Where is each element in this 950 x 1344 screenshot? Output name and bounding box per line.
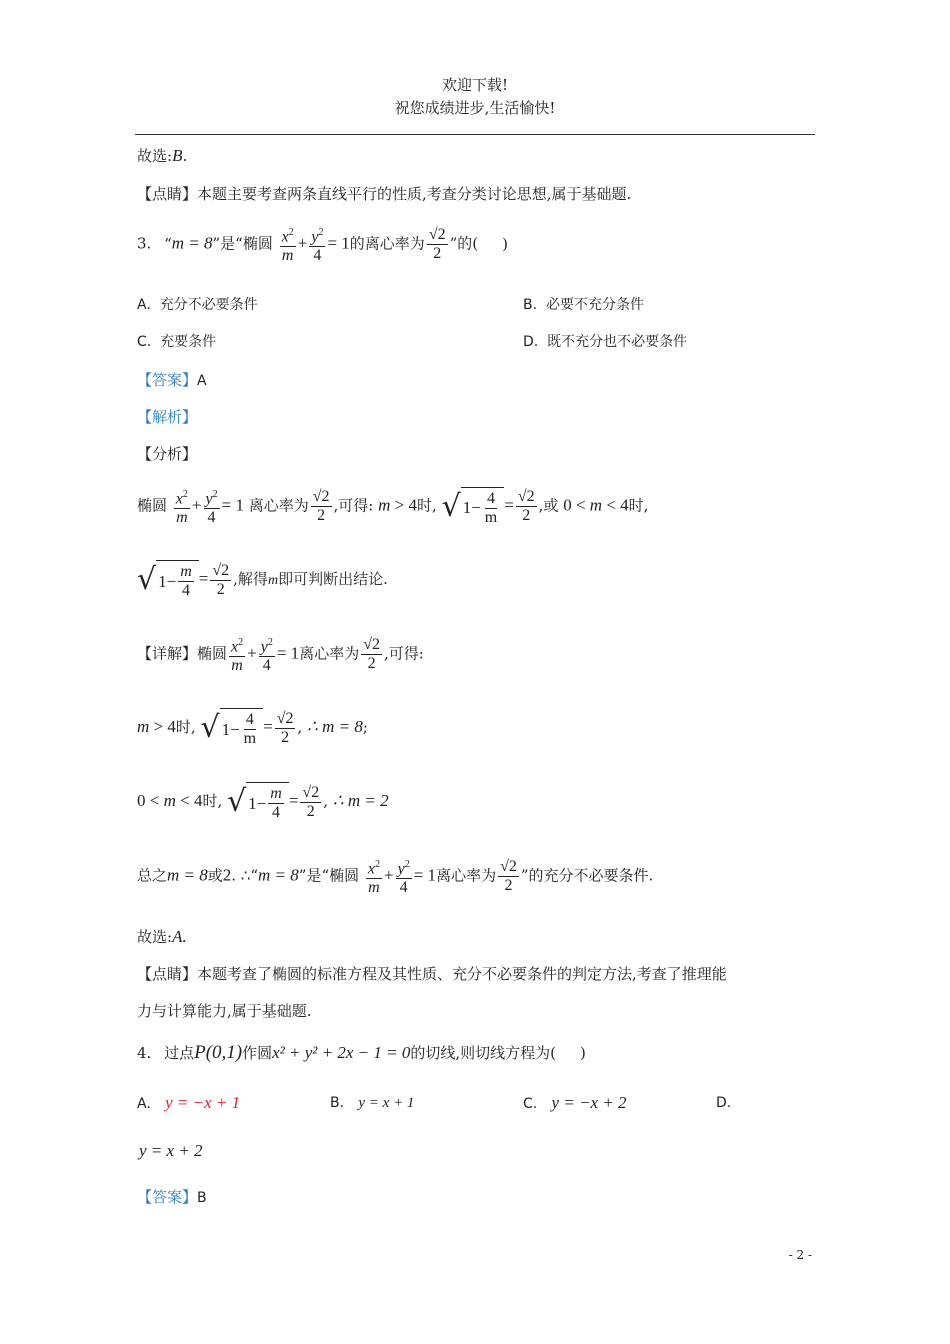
q4-option-d-letter[interactable]: D.: [716, 1095, 732, 1111]
q3-option-b[interactable]: B. 必要不充分条件: [523, 297, 644, 313]
answer-tag: 【答案】: [137, 1188, 198, 1206]
q4-option-d-text[interactable]: y = x + 2: [139, 1141, 203, 1160]
q3-point-line-1: 【点睛】本题考查了椭圆的标准方程及其性质、充分不必要条件的判定方法,考查了推理能: [137, 965, 727, 983]
prev-answer-select: 故选:B.: [137, 146, 188, 165]
q3-fenxi-tag: 【分析】: [137, 445, 198, 463]
detail-tag: 【详解】: [137, 644, 198, 663]
q3-summary: 总之m = 8或2. ∴“m = 8”是“椭圆 $\frac{x^2}{m}$ + $\frac{y^2}{4}$ = 1离心率为 $\frac{√2}{2}$ ”的充分不必要条件.: [137, 856, 653, 897]
q3-answer: 【答案】A: [137, 371, 207, 389]
q3-option-a[interactable]: A. 充分不必要条件: [137, 297, 258, 313]
q3-case-2: 0 < m < 4时, √ 1− $\frac{m}{4}$ = $\frac{√2}{2}$ , ∴ m = 2: [137, 783, 389, 821]
question-3-stem: 3. “m = 8”是“椭圆 $\frac{x^2}{m}$ + $\frac{y^2}{4}$ = 1的离心率为 $\frac{√2}{2}$ ”的( ): [137, 224, 508, 265]
header-divider: [135, 134, 815, 135]
q4-answer: 【答案】B: [137, 1188, 207, 1206]
q3-fenxi-line-2: √ 1− $\frac{m}{4}$ = $\frac{√2}{2}$ ,解得m即可判断出结论.: [137, 561, 388, 599]
q4-option-a[interactable]: A. y = −x + 1: [137, 1093, 241, 1112]
q3-option-d[interactable]: D. 既不充分也不必要条件: [523, 334, 688, 350]
q3-select: 故选:A.: [137, 927, 187, 946]
q3-detail-line: 【详解】椭圆 $\frac{x^2}{m}$ + $\frac{y^2}{4}$ = 1离心率为 $\frac{√2}{2}$ ,可得:: [137, 634, 424, 675]
q3-option-c[interactable]: C. 充要条件: [137, 334, 217, 350]
question-4-stem: 4. 过点P(0,1)作圆x² + y² + 2x − 1 = 0的切线,则切线方程为( ): [137, 1042, 586, 1063]
q3-analysis-tag: 【解析】: [137, 408, 198, 426]
page-number: - 2 -: [788, 1248, 812, 1262]
fraction-sqrt2-2: $\frac{√2}{2}$: [428, 226, 446, 263]
point-tag: 【点睛】: [137, 185, 198, 203]
answer-tag: 【答案】: [137, 371, 198, 389]
header-line-1: 欢迎下载!: [441, 76, 509, 94]
q4-option-c[interactable]: C. y = −x + 2: [523, 1093, 627, 1112]
header-line-2: 祝您成绩进步,生活愉快!: [394, 99, 556, 117]
q3-point-line-2: 力与计算能力,属于基础题.: [137, 1002, 312, 1020]
fraction-y2-4: $\frac{y^2}{4}$: [309, 224, 325, 265]
q4-option-b[interactable]: B. y = x + 1: [330, 1095, 415, 1111]
point-tag: 【点睛】: [137, 965, 198, 983]
prev-point-paragraph: 【点睛】本题主要考查两条直线平行的性质,考查分类讨论思想,属于基础题.: [137, 185, 632, 203]
fraction-x2-m: $\frac{x^2}{m}$: [280, 224, 296, 265]
q3-case-1: m > 4时, √ 1− $\frac{4}{m}$ = $\frac{√2}{2}$ , ∴ m = 8;: [137, 709, 368, 747]
q3-fenxi-line-1: 椭圆 $\frac{x^2}{m}$ + $\frac{y^2}{4}$ = 1 离心率为 $\frac{√2}{2}$ ,可得: m > 4时, √ 1− $\frac{4}{m}$ = $\frac{√2}{2}$ ,或 0 < m < 4时,: [137, 486, 648, 527]
